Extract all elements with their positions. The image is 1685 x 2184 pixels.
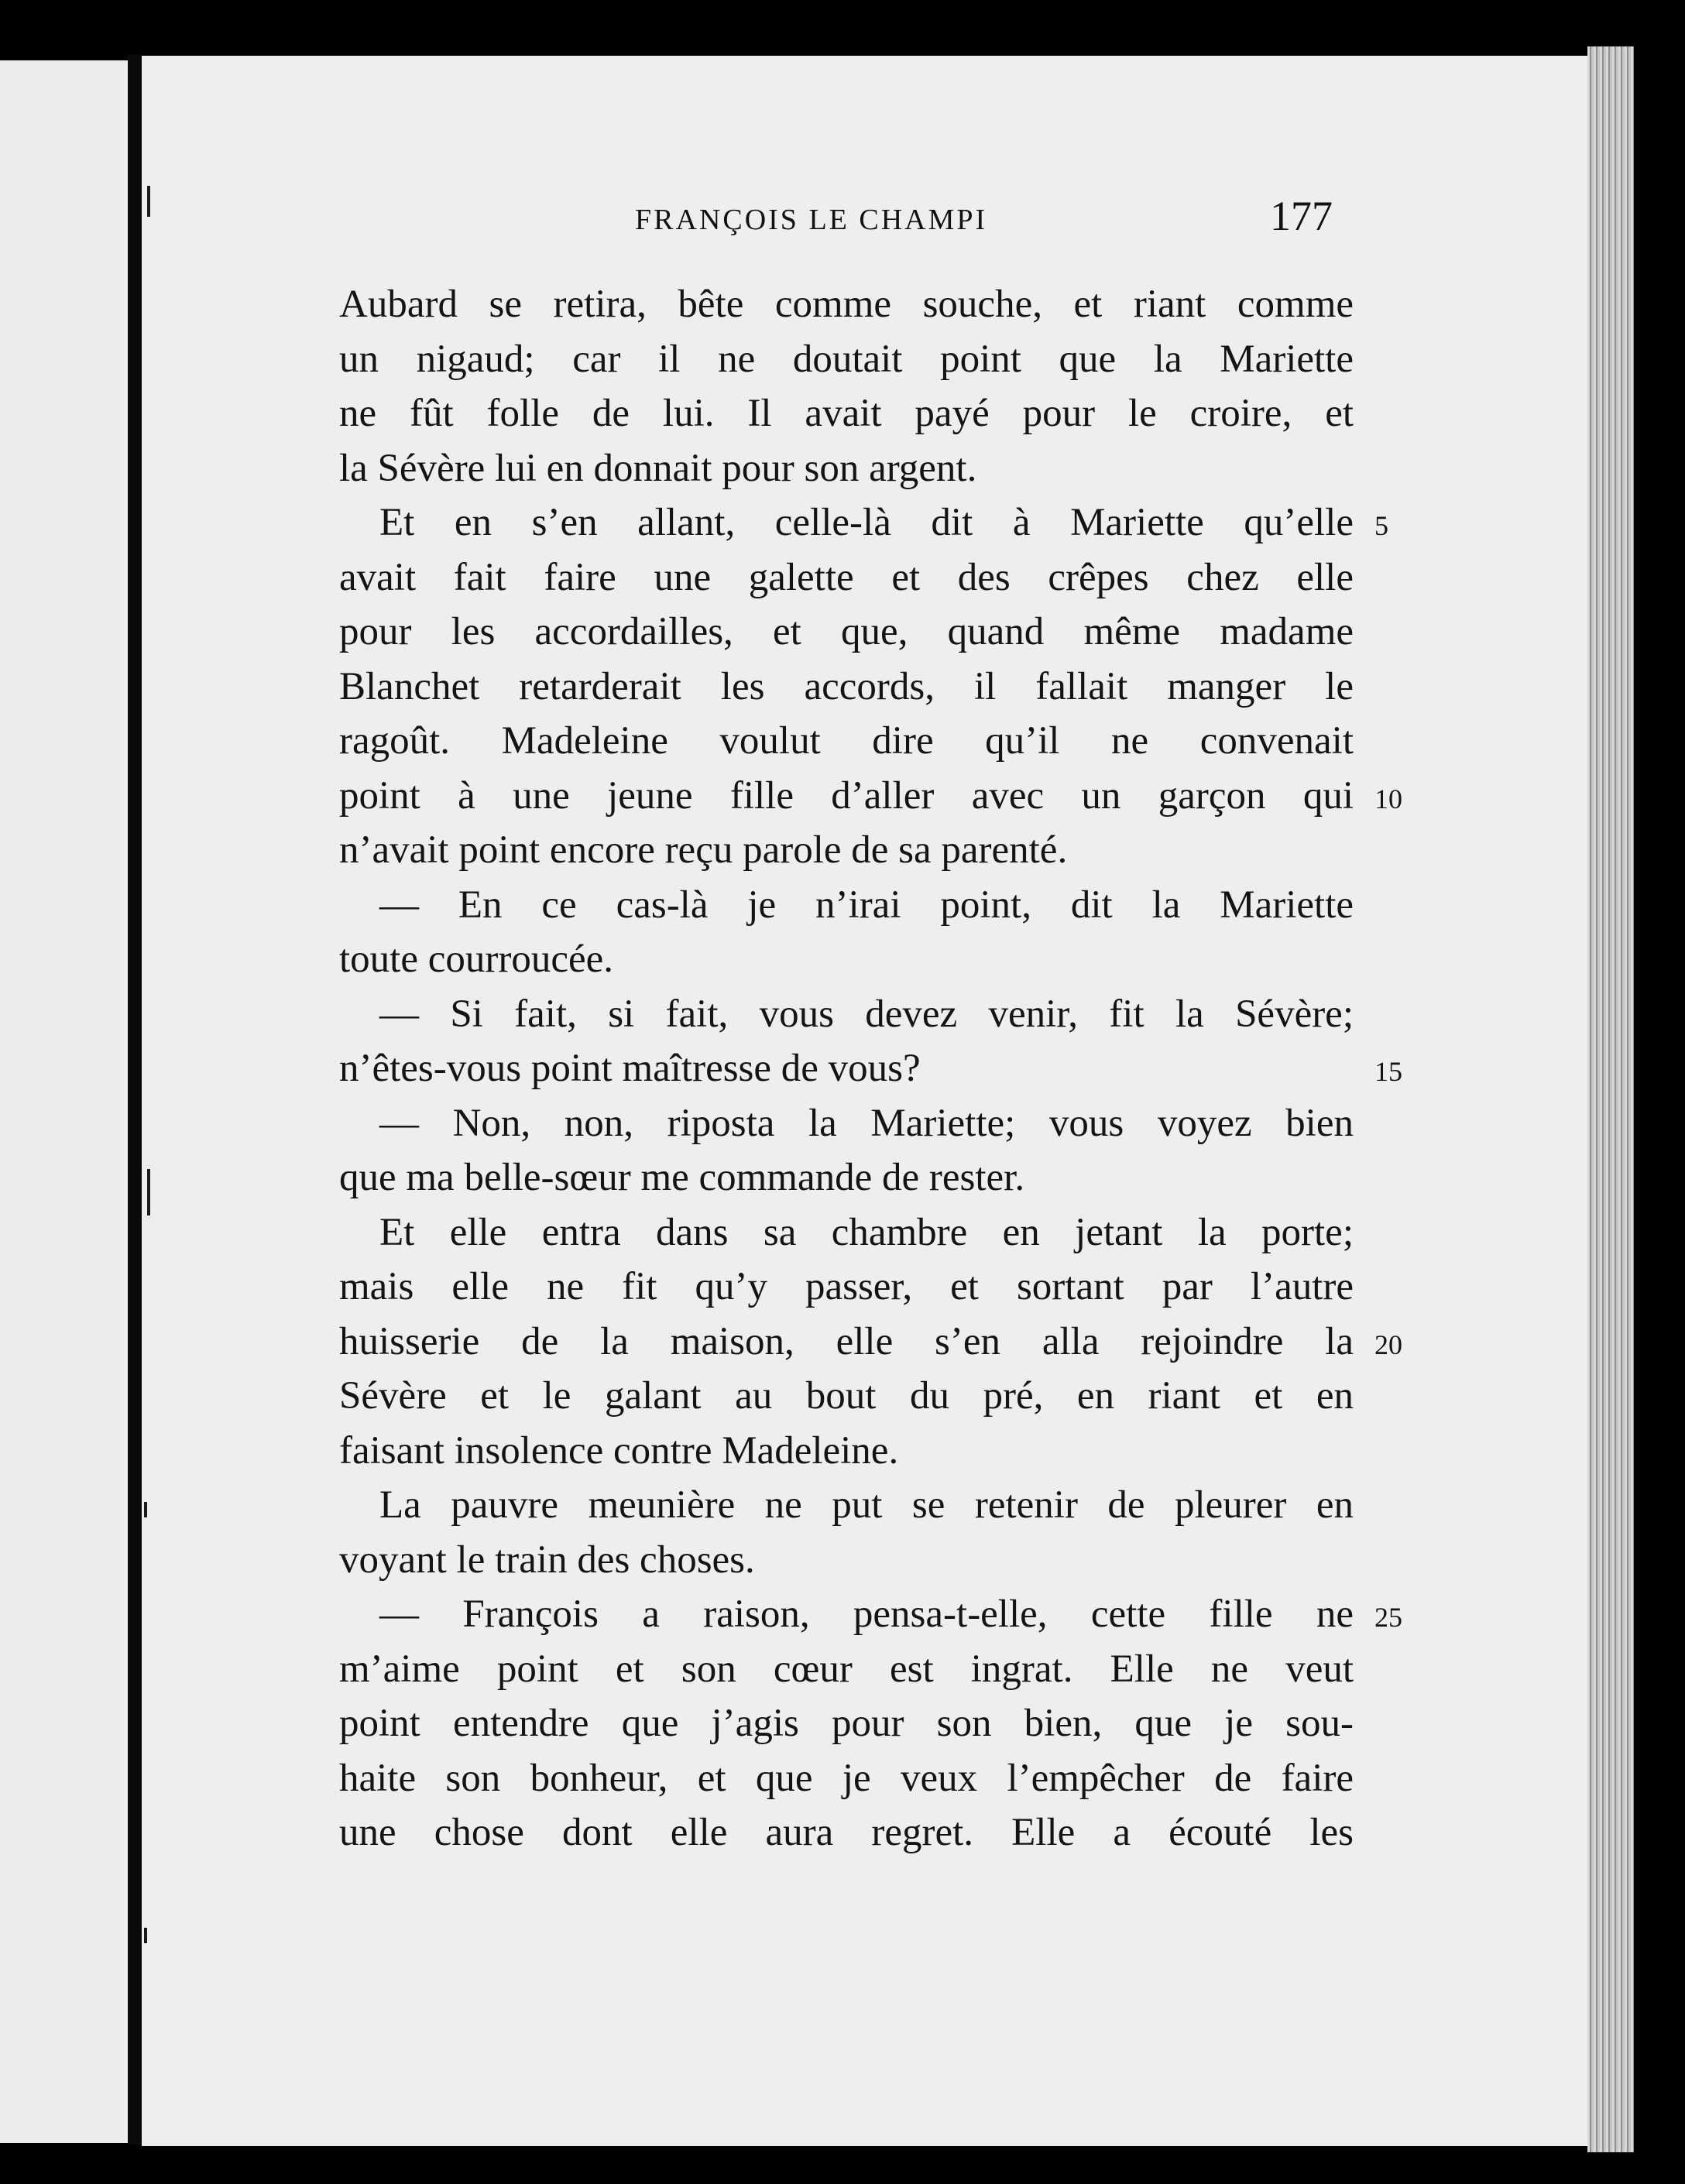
page-edges <box>1587 46 1634 2152</box>
text-line: que ma belle-sœur me commande de rester. <box>339 1156 1025 1199</box>
text-line: Et elle entra dans sa chambre en jetant la porte; <box>379 1210 1354 1254</box>
line-number: 25 <box>1374 1602 1402 1633</box>
text-line: — Non, non, riposta la Mariette; vous voyez bien <box>379 1101 1354 1145</box>
text-line: La pauvre meunière ne put se retenir de pleurer en <box>379 1483 1354 1527</box>
line-number: 15 <box>1374 1056 1402 1087</box>
text-line: faisant insolence contre Madeleine. <box>339 1428 899 1473</box>
text-line: Aubard se retira, bête comme souche, et riant comme <box>339 283 1354 326</box>
text-line: n’êtes-vous point maîtresse de vous? <box>339 1047 921 1090</box>
facing-page <box>0 60 128 2143</box>
line-number: 10 <box>1374 783 1402 814</box>
line-number: 5 <box>1374 510 1388 541</box>
text-line: pour les accordailles, et que, quand même madame <box>339 610 1354 653</box>
text-line: m’aime point et son cœur est ingrat. Elle ne veut <box>339 1647 1354 1691</box>
text-line: mais elle ne fit qu’y passer, et sortant par l’autre <box>339 1265 1354 1308</box>
text-line: point à une jeune fille d’aller avec un garçon qui <box>339 773 1354 818</box>
text-line: haite son bonheur, et que je veux l’empêcher de faire <box>339 1756 1354 1800</box>
text-line: Sévère et le galant au bout du pré, en riant et en <box>339 1374 1354 1418</box>
text-line: avait fait faire une galette et des crêpes chez elle <box>339 555 1354 599</box>
text-line: — Si fait, si fait, vous devez venir, fit la Sévère; <box>379 992 1354 1036</box>
gutter-mark <box>144 1502 147 1517</box>
text-line: — En ce cas-là je n’irai point, dit la Mariette <box>379 883 1354 927</box>
page-number: 177 <box>1270 193 1333 239</box>
text-line: ragoût. Madeleine voulut dire qu’il ne convenait <box>339 719 1354 763</box>
gutter-mark <box>147 186 150 217</box>
text-line: Et en s’en allant, celle-là dit à Mariette qu’elle <box>379 501 1354 544</box>
book-gutter <box>128 54 142 2145</box>
text-line: huisserie de la maison, elle s’en alla rejoindre la <box>339 1319 1354 1363</box>
body-text <box>339 277 1354 1860</box>
gutter-mark <box>147 1169 150 1215</box>
running-head: FRANÇOIS LE CHAMPI <box>635 204 988 236</box>
text-line: point entendre que j’agis pour son bien, que je sou- <box>339 1702 1354 1745</box>
text-line: une chose dont elle aura regret. Elle a écouté les <box>339 1811 1354 1854</box>
text-line: Blanchet retarderait les accords, il fallait manger le <box>339 664 1354 708</box>
text-line: ne fût folle de lui. Il avait payé pour le croire, et <box>339 392 1354 435</box>
text-line: un nigaud; car il ne doutait point que la Mariette <box>339 337 1354 381</box>
text-line: voyant le train des choses. <box>339 1538 755 1582</box>
text-line: n’avait point encore reçu parole de sa parenté. <box>339 828 1068 872</box>
gutter-mark <box>144 1928 147 1943</box>
text-line: toute courroucée. <box>339 938 613 981</box>
text-line: la Sévère lui en donnait pour son argent. <box>339 446 977 490</box>
line-number: 20 <box>1374 1329 1402 1360</box>
text-line: — François a raison, pensa-t-elle, cette fille ne <box>379 1593 1354 1636</box>
